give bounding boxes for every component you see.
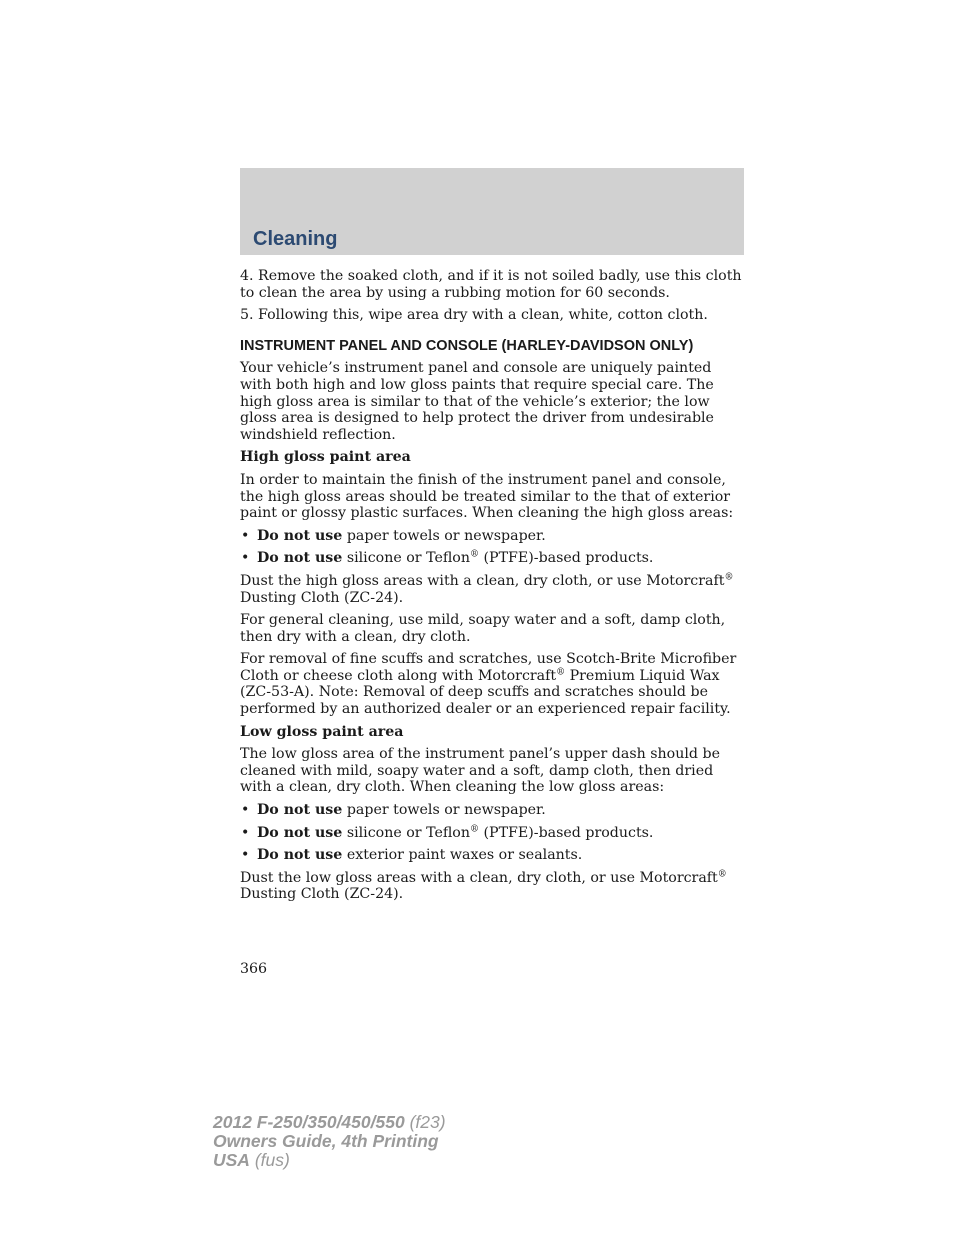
bullet-text: paper towels or newspaper.	[342, 527, 546, 544]
bullet-emphasis: Do not use	[257, 527, 343, 544]
high-gloss-dusting	[240, 573, 744, 606]
section-intro: Your vehicle’s instrument panel and console are uniquely painted with both high and low gloss paints that require special care. The high gloss area is similar to that of the vehicle’s exterior; the low gloss area is designed to help protect the driver from undesirable windshield reflection.	[240, 360, 714, 443]
list-item	[240, 847, 744, 864]
bullet-icon: •	[241, 802, 250, 819]
bullet-text-cont: (PTFE)-based products.	[478, 824, 654, 841]
bullet-text: exterior paint waxes or sealants.	[342, 847, 583, 864]
list-item	[240, 550, 744, 567]
page-content	[240, 268, 744, 909]
footer-guide-line	[213, 1132, 446, 1151]
bullet-icon: •	[241, 824, 250, 841]
scuff-text: For removal of fine scuffs and scratches, use Scotch-Brite Microfiber Cloth or cheese cloth along with Motorcraft	[240, 651, 737, 684]
step-4: 4. Remove the soaked cloth, and if it is not soiled badly, use this cloth to clean the area by using a rubbing motion for 60 seconds.	[240, 268, 742, 301]
bullet-icon: •	[241, 550, 250, 567]
low-gloss-heading: Low gloss paint area	[240, 723, 404, 740]
list-item	[240, 528, 744, 545]
step-5: 5. Following this, wipe area dry with a clean, white, cotton cloth.	[240, 307, 708, 324]
list-item	[240, 802, 744, 819]
dusting-text-cont: Dusting Cloth (ZC-24).	[240, 886, 404, 903]
section-header-band	[240, 168, 744, 255]
registered-mark: ®	[724, 572, 734, 583]
registered-mark: ®	[469, 823, 479, 834]
registered-mark: ®	[469, 549, 479, 560]
footer-region: USA	[213, 1150, 250, 1170]
section-heading: INSTRUMENT PANEL AND CONSOLE (HARLEY-DAVIDSON ONLY)	[240, 337, 694, 354]
bullet-text: silicone or Teflon	[342, 824, 470, 841]
dusting-text: Dust the high gloss areas with a clean, dry cloth, or use Motorcraft	[240, 572, 725, 589]
low-gloss-intro: The low gloss area of the instrument panel’s upper dash should be cleaned with mild, soapy water and a soft, damp cloth, then dried with a clean, dry cloth. When cleaning the low gloss areas:	[240, 746, 720, 796]
footer	[213, 1113, 446, 1170]
bullet-emphasis: Do not use	[257, 847, 343, 864]
registered-mark: ®	[556, 667, 566, 678]
footer-model-code: (f23)	[404, 1112, 446, 1132]
section-title: Cleaning	[253, 228, 338, 250]
high-gloss-intro: In order to maintain the finish of the instrument panel and console, the high gloss areas should be treated similar to the that of exterior paint or glossy plastic surfaces. When cleaning the high gloss areas:	[240, 471, 734, 522]
general-cleaning: For general cleaning, use mild, soapy water and a soft, damp cloth, then dry with a clean, dry cloth.	[240, 612, 726, 645]
bullet-text: paper towels or newspaper.	[342, 802, 546, 819]
footer-guide: Owners Guide, 4th Printing	[213, 1131, 439, 1151]
high-gloss-heading: High gloss paint area	[240, 449, 411, 466]
bullet-emphasis: Do not use	[257, 802, 343, 819]
footer-region-code: (fus)	[249, 1150, 290, 1170]
dusting-text: Dust the low gloss areas with a clean, dry cloth, or use Motorcraft	[240, 869, 718, 886]
bullet-emphasis: Do not use	[257, 824, 343, 841]
scuff-removal	[240, 651, 744, 717]
bullet-text: silicone or Teflon	[342, 550, 470, 567]
bullet-emphasis: Do not use	[257, 550, 343, 567]
low-gloss-dusting	[240, 870, 744, 903]
scuff-text-cont: Premium Liquid Wax (ZC-53-A). Note: Removal of deep scuffs and scratches should be performed by an authorized dealer or an experienced repair facility.	[240, 667, 731, 718]
bullet-icon: •	[241, 847, 250, 864]
dusting-text-cont: Dusting Cloth (ZC-24).	[240, 589, 404, 606]
footer-model-line	[213, 1113, 446, 1132]
footer-region-line	[213, 1151, 446, 1170]
bullet-icon: •	[241, 527, 250, 544]
footer-model: 2012 F-250/350/450/550	[213, 1112, 405, 1132]
page-number: 366	[240, 961, 268, 977]
bullet-text-cont: (PTFE)-based products.	[478, 550, 654, 567]
registered-mark: ®	[717, 869, 727, 880]
list-item	[240, 825, 744, 842]
